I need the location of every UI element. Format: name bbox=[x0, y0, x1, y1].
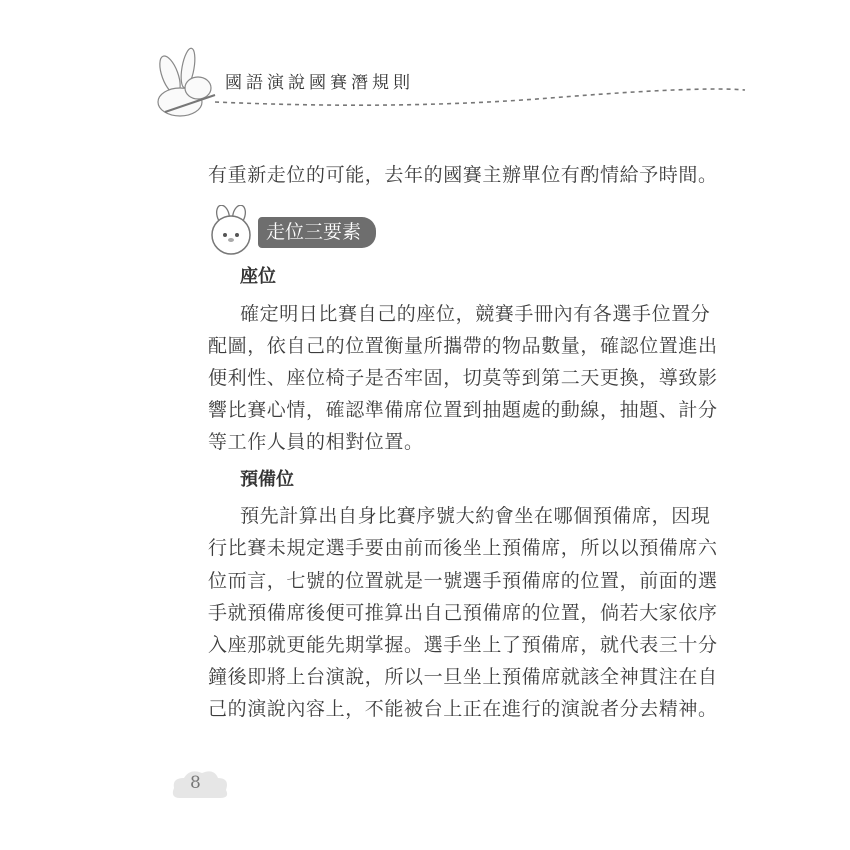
intro-line: 有重新走位的可能，去年的國賽主辦單位有酌情給予時間。 bbox=[208, 164, 718, 186]
section-title-badge: 走位三要素 bbox=[258, 217, 376, 248]
running-header-title: 國語演說國賽潛規則 bbox=[225, 73, 414, 93]
cloud-icon bbox=[170, 768, 232, 802]
paragraph-line: 配圖，依自己的位置衡量所攜帶的物品數量，確認位置進出 bbox=[208, 335, 718, 357]
paragraph-line: 預先計算出自身比賽序號大約會坐在哪個預備席，因現 bbox=[240, 505, 711, 527]
paragraph-line: 確定明日比賽自己的座位，競賽手冊內有各選手位置分 bbox=[240, 303, 711, 325]
paragraph-line: 位而言，七號的位置就是一號選手預備席的位置，前面的選 bbox=[208, 570, 718, 592]
paragraph-line: 鐘後即將上台演說，所以一旦坐上預備席就該全神貫注在自 bbox=[208, 666, 718, 688]
paragraph-line: 己的演說內容上，不能被台上正在進行的演說者分去精神。 bbox=[208, 698, 718, 720]
paragraph-line: 便利性、座位椅子是否牢固，切莫等到第二天更換，導致影 bbox=[208, 367, 718, 389]
subsection-heading-standby: 預備位 bbox=[240, 469, 294, 490]
paragraph-line: 手就預備席後便可推算出自己預備席的位置，倘若大家依序 bbox=[208, 602, 718, 624]
paragraph-line: 行比賽未規定選手要由前而後坐上預備席，所以以預備席六 bbox=[208, 537, 718, 559]
paragraph-line: 入座那就更能先期掌握。選手坐上了預備席，就代表三十分 bbox=[208, 634, 718, 656]
subsection-heading-seat: 座位 bbox=[240, 266, 276, 287]
paragraph-line: 響比賽心情，確認準備席位置到抽題處的動線，抽題、計分 bbox=[208, 399, 718, 421]
bunny-icon bbox=[156, 47, 215, 116]
bunny-face-icon bbox=[203, 205, 259, 257]
page-number: 8 bbox=[190, 773, 201, 793]
paragraph-line: 等工作人員的相對位置。 bbox=[208, 431, 424, 453]
